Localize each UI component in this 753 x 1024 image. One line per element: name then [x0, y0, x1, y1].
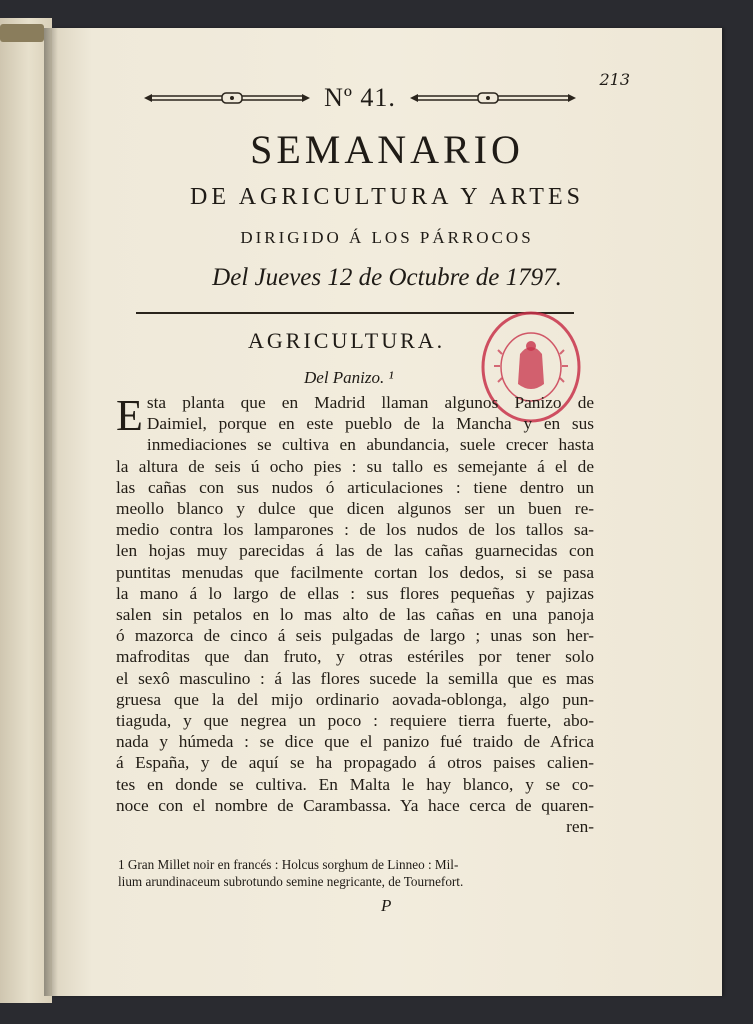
footnote-line: lium arundinaceum subrotundo semine negricante, de Tournefort.: [118, 874, 464, 889]
body-line: á España, y de aquí se ha propagado á otros paises calien-: [116, 753, 594, 773]
right-ornament-icon: [408, 91, 578, 105]
publication-title: SEMANARIO: [250, 127, 524, 172]
body-line: tes en donde se cultiva. En Malta le hay blanco, y se co-: [116, 774, 594, 794]
body-line: mafroditas que dan fruto, y otras estériles por tener solo: [116, 647, 594, 667]
body-line: salen sin petalos en lo mas alto de las cañas en una panoja: [116, 605, 594, 625]
body-line: noce con el nombre de Carambassa. Ya hace cerca de quaren-: [116, 795, 594, 815]
body-line: Daimiel, porque en este pueblo de la Mancha y en sus: [146, 414, 594, 434]
book-page: [52, 28, 722, 996]
issue-number: Nº 41.: [324, 83, 396, 112]
binding-tab: [0, 24, 44, 42]
footnote: [118, 856, 594, 890]
drop-cap: E: [116, 391, 143, 440]
section-subtitle: Del Panizo. ¹: [304, 368, 394, 387]
left-ornament-icon: [142, 91, 312, 105]
body-line: tiaguda, y que negrea un poco : requiere tierra fuerte, abo-: [116, 711, 594, 731]
body-line: la mano á lo largo de ellas : sus flores pequeñas y pajizas: [116, 583, 594, 603]
article-body: [116, 392, 594, 837]
body-line: nada y húmeda : se dice que el panizo fué traido de Africa: [116, 732, 594, 752]
body-line: ó mazorca de cinco á seis pulgadas de largo ; unas son her-: [116, 626, 594, 646]
issue-header: [120, 83, 600, 113]
footnote-line: 1 Gran Millet noir en francés : Holcus sorghum de Linneo : Mil-: [118, 857, 459, 872]
body-line: len hojas muy parecidas á las de las cañas guarnecidas con: [116, 541, 594, 561]
publication-audience: DIRIGIDO Á LOS PÁRROCOS: [240, 228, 534, 247]
issue-date: Del Jueves 12 de Octubre de 1797.: [212, 264, 562, 291]
body-line: gruesa que la del mijo ordinario aovada-oblonga, algo pun-: [116, 689, 594, 709]
section-title: AGRICULTURA.: [248, 328, 446, 353]
body-line: sta planta que en Madrid llaman algunos Panizo de: [146, 393, 594, 412]
signature-mark: P: [381, 896, 392, 915]
publication-subtitle: DE AGRICULTURA Y ARTES: [190, 184, 584, 210]
body-line: puntitas menudas que facilmente cortan los dedos, si se pasa: [116, 562, 594, 582]
body-line: medio contra los lamparones : de los nudos de los tallos sa-: [116, 520, 594, 540]
body-line: inmediaciones se cultiva en abundancia, suele crecer hasta: [146, 435, 594, 455]
body-line: la altura de seis ú ocho pies : su tallo es semejante á el de: [116, 456, 594, 476]
body-line: ren-: [566, 817, 594, 837]
body-line: el sexô masculino : á las flores sucede la semilla que es mas: [116, 668, 594, 688]
body-line: las cañas con sus nudos ó articulaciones : tiene dentro un: [116, 477, 594, 497]
body-line: meollo blanco y dulce que dicen algunos ser un buen re-: [116, 499, 594, 519]
page-number: 213: [599, 70, 630, 89]
gutter-shadow: [44, 28, 58, 996]
